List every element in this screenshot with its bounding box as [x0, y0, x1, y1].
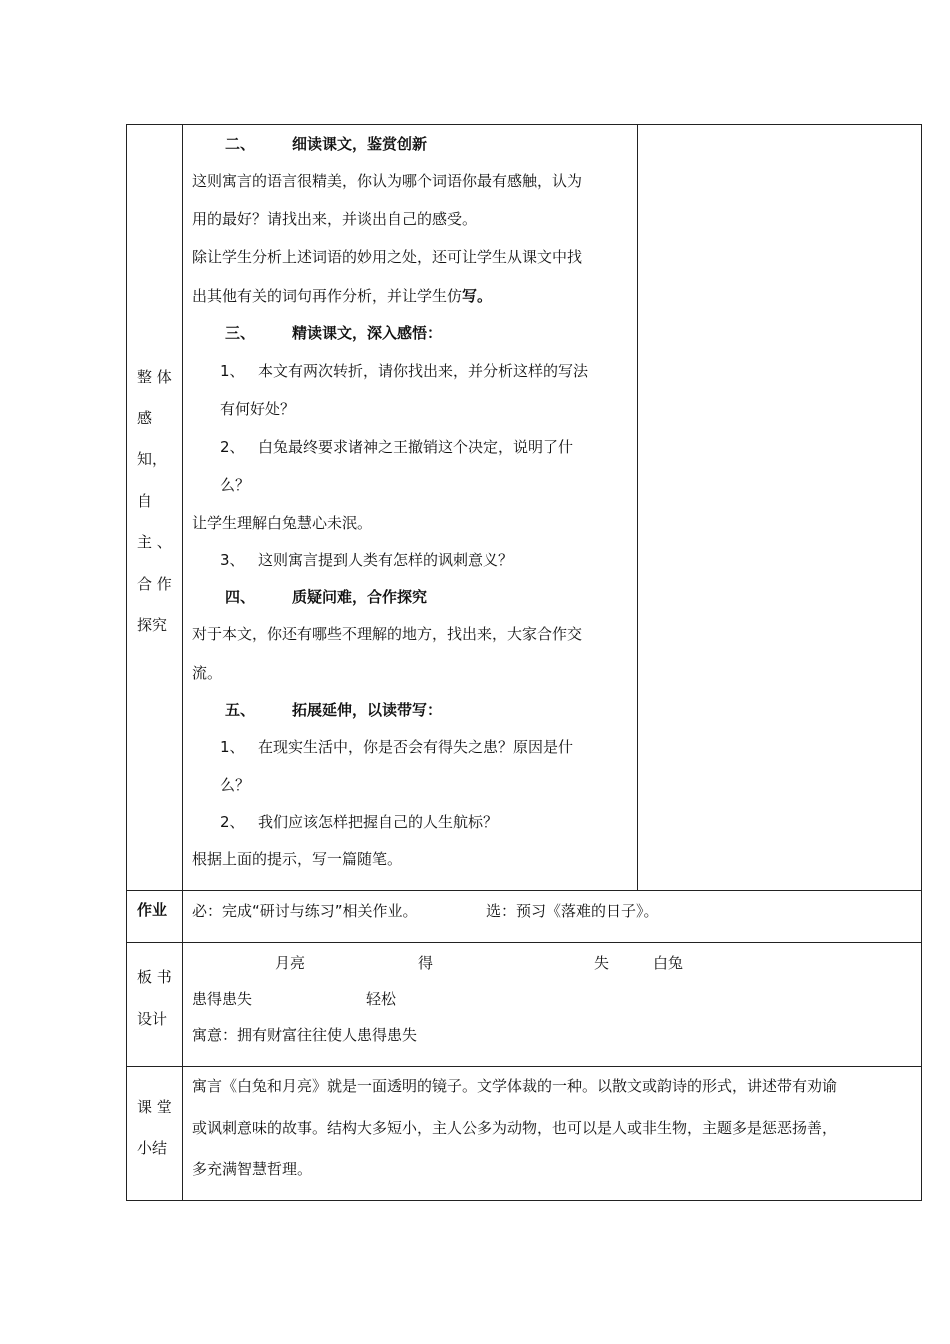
homework-required: 必：完成“研讨与练习”相关作业。	[192, 902, 418, 920]
heading-title: 拓展延伸，以读带写：	[292, 701, 443, 719]
question-number: 1、	[220, 738, 245, 756]
question-text: 么？	[220, 476, 251, 494]
board-word: 失	[594, 954, 610, 972]
notes-column-divider	[637, 124, 638, 890]
paragraph-line	[192, 289, 492, 304]
label-line: 合 作	[137, 575, 172, 593]
board-word: 患得患失	[192, 990, 253, 1008]
board-word: 得	[418, 954, 434, 972]
question-text: 白兔最终要求诸神之王撤销这个决定，说明了什	[258, 438, 574, 456]
board-word: 轻松	[366, 990, 397, 1008]
question-number: 2、	[220, 813, 245, 831]
summary-label: 小结	[137, 1139, 168, 1157]
paragraph-text: 出其他有关的词句再作分析，并让学生仿	[192, 287, 463, 305]
label-line: 整 体	[137, 368, 172, 386]
paragraph-line: 让学生理解白兔慧心未泯。	[192, 514, 373, 532]
paragraph-line: 这则寓言的语言很精美，你认为哪个词语你最有感触，认为	[192, 172, 583, 190]
row-divider-3	[126, 1066, 922, 1067]
board-word: 白兔	[653, 954, 684, 972]
board-word: 月亮	[275, 954, 306, 972]
summary-line: 或讽刺意味的故事。结构大多短小，主人公多为动物，也可以是人或非生物，主题多是惩恶扬善，	[192, 1119, 838, 1137]
paragraph-line: 流。	[192, 664, 223, 682]
question-number: 3、	[220, 551, 245, 569]
label-column-divider	[182, 124, 183, 1201]
label-line: 自	[137, 492, 153, 510]
question-number: 1、	[220, 362, 245, 380]
heading-title: 细读课文，鉴赏创新	[292, 135, 428, 153]
question-text: 这则寓言提到人类有怎样的讽刺意义？	[258, 551, 514, 569]
paragraph-line: 除让学生分析上述词语的妙用之处，还可让学生从课文中找	[192, 248, 583, 266]
summary-line: 寓言《白兔和月亮》就是一面透明的镜子。文学体裁的一种。以散文或韵诗的形式，讲述带有劝谕	[192, 1077, 838, 1095]
label-line: 探究	[137, 616, 168, 634]
question-text: 本文有两次转折，请你找出来，并分析这样的写法	[258, 362, 589, 380]
board-label: 设计	[137, 1010, 168, 1028]
question-text: 么？	[220, 776, 251, 794]
label-line: 知，	[137, 450, 168, 468]
row-divider-2	[126, 942, 922, 943]
label-line: 主 、	[137, 533, 172, 551]
question-text: 在现实生活中，你是否会有得失之患？原因是什	[258, 738, 574, 756]
summary-label: 课 堂	[137, 1098, 172, 1116]
heading-number: 三、	[225, 324, 256, 342]
summary-line: 多充满智慧哲理。	[192, 1160, 313, 1178]
heading-number: 二、	[225, 135, 256, 153]
question-text: 有何好处？	[220, 400, 296, 418]
paragraph-line: 根据上面的提示，写一篇随笔。	[192, 850, 403, 868]
paragraph-line: 对于本文，你还有哪些不理解的地方，找出来，大家合作交	[192, 625, 583, 643]
heading-title: 精读课文，深入感悟：	[292, 324, 443, 342]
homework-label: 作业	[137, 901, 168, 919]
paragraph-bold: 写。	[462, 287, 493, 305]
heading-number: 四、	[225, 588, 256, 606]
paragraph-line: 用的最好？请找出来，并谈出自己的感受。	[192, 210, 478, 228]
row-divider-1	[126, 890, 922, 891]
heading-number: 五、	[225, 701, 256, 719]
label-line: 感	[137, 409, 153, 427]
board-label: 板 书	[137, 968, 172, 986]
question-text: 我们应该怎样把握自己的人生航标？	[258, 813, 499, 831]
heading-title: 质疑问难，合作探究	[292, 588, 428, 606]
homework-optional: 选：预习《落难的日子》。	[486, 902, 659, 920]
board-moral: 寓意：拥有财富往往使人患得患失	[192, 1026, 418, 1044]
question-number: 2、	[220, 438, 245, 456]
